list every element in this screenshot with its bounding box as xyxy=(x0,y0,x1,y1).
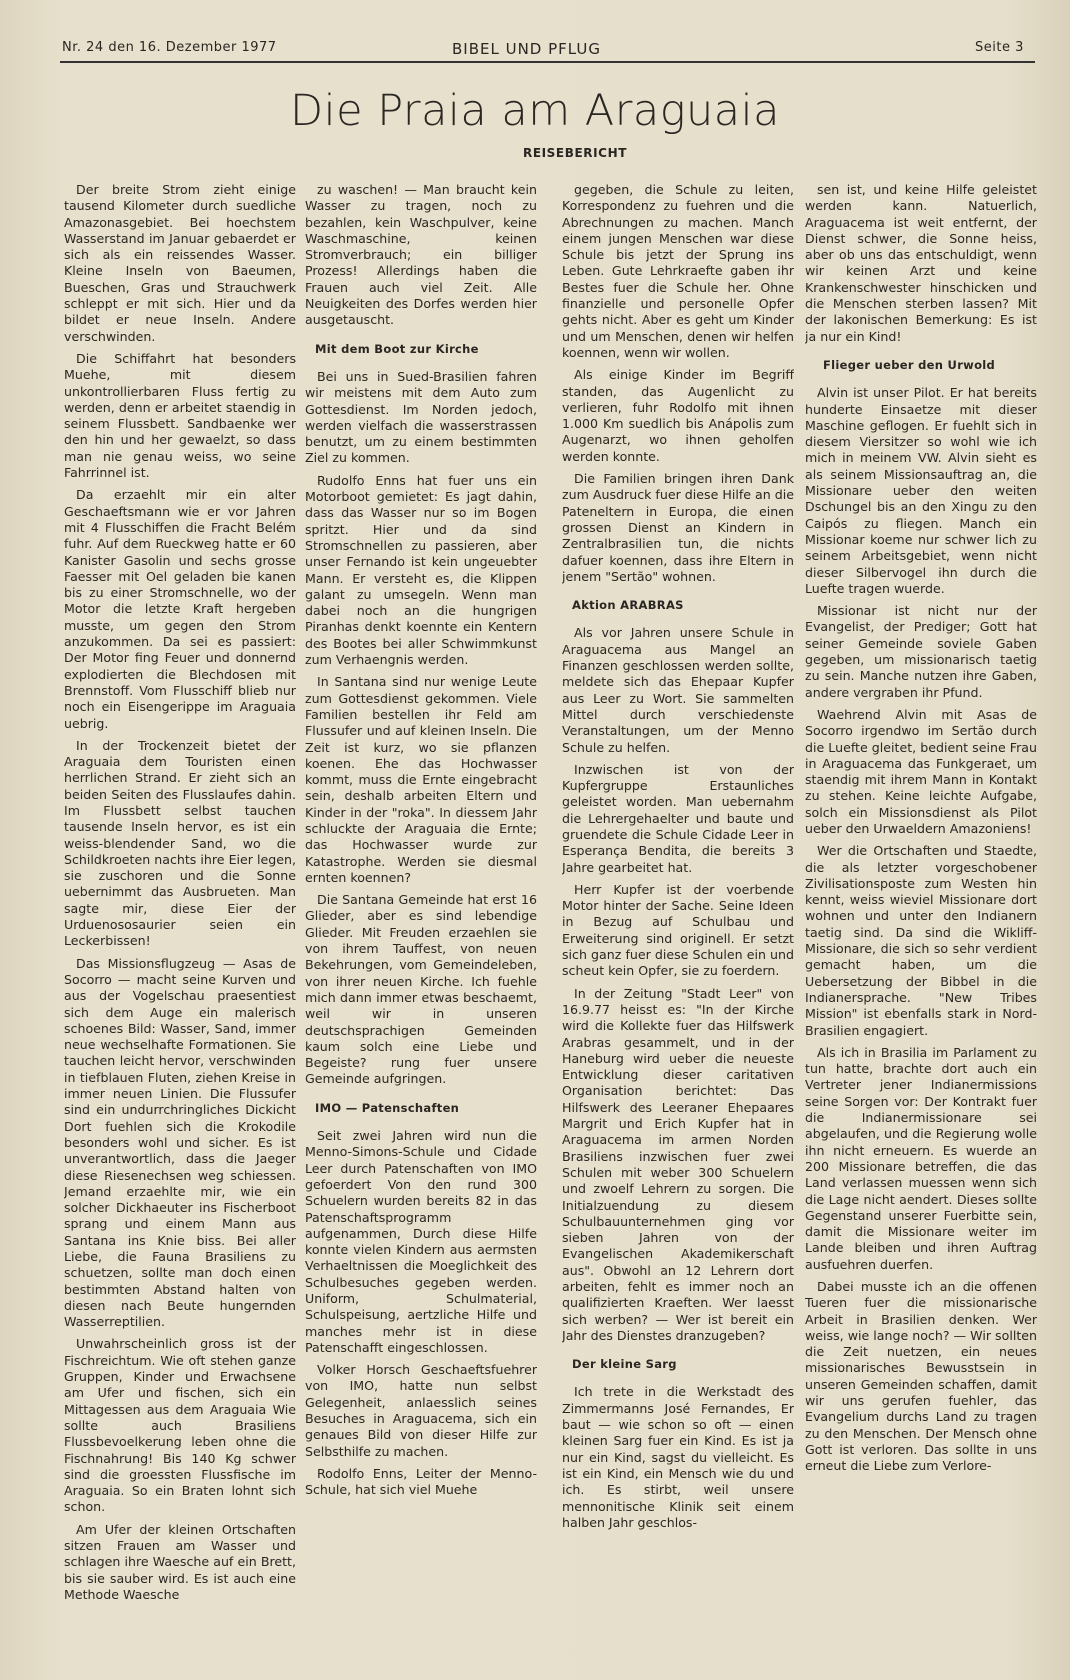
paragraph: sen ist, und keine Hilfe geleistet werden kann. Natuerlich, Araguacema ist weit entfernt, der Dienst schwer, die Sonne heiss, aber ob uns das entschuldigt, wenn wir keinen Arzt und keine Krankenschwester hinschicken und die Menschen sterben lassen? Mit der lakonischen Bemerkung: Es ist ja nur ein Kind! xyxy=(805,182,1037,344)
paragraph: Alvin ist unser Pilot. Er hat bereits hunderte Einsaetze mit dieser Maschine geflogen. Er fuehlt sich in diesem Viersitzer so wohl wie ich mich in meinem VW. Alvin sieht es als seinem Missionsauftrag an, die Missionare ueber den weiten Dschungel bis an den Xingu zu den Caipós zu fliegen. Manch ein Missionar koeme nur schwer lich zu seinem Arbeitsgebiet, wenn nicht dieser Silbervogel ihn durch die Luefte tragen wuerde. xyxy=(805,385,1037,596)
column-2 xyxy=(305,182,537,1662)
paragraph: Die Familien bringen ihren Dank zum Ausdruck fuer diese Hilfe an die Pateneltern in Europa, die einen grossen Dienst an Kindern in Zentralbrasilien tun, die nichts dafuer koennen, dass ihre Eltern in jenem "Sertão" wohnen. xyxy=(562,471,794,584)
paragraph: Als einige Kinder im Begriff standen, das Augenlicht zu verlieren, fuhr Rodolfo mit ihnen 1.000 Km suedlich bis Anápolis zum Augenarzt, wo ihnen geholfen werden konnte. xyxy=(562,367,794,464)
subheading-arabras: Aktion ARABRAS xyxy=(572,598,684,613)
subheading-imo: IMO — Patenschaften xyxy=(315,1100,460,1115)
column-1 xyxy=(64,182,296,1662)
paragraph: Als ich in Brasilia im Parlament zu tun hatte, brachte dort auch ein Vertreter jener Indianermissions seine Sorgen vor: Der Kontrakt fuer die Indianermissionare sei abgelaufen, und die Regierung wolle ihn nicht erneuern. Es wuerde an 200 Missionare betreffen, die das Land verlassen muessen wenn sich die Lage nicht aendert. Dieses sollte Gegenstand unserer Fuerbitte sein, damit die Missionare weiter im Lande bleiben und ihren Auftrag ausfuehren duerfen. xyxy=(805,1044,1037,1272)
subheading-flieger: Flieger ueber den Urwold xyxy=(823,357,996,372)
article-kicker: REISEBERICHT xyxy=(522,146,628,160)
subheading-boot-kirche: Mit dem Boot zur Kirche xyxy=(315,341,479,356)
paragraph: Seit zwei Jahren wird nun die Menno-Simons-Schule und Cidade Leer durch Patenschaften von IMO gefoerdert Von den rund 300 Schuelern wurden bereits 82 in das Patenschaftsprogramm aufgenammen, Durch diese Hilfe konnte vielen Kindern aus aermsten Verhaeltnissen die Moeglichkeit des Schulbesuches gegeben werden. Uniform, Schulmaterial, Schulspeisung, aertzliche Hilfe und manches mehr ist in diese Patenschafft eingeschlossen. xyxy=(305,1128,537,1355)
paragraph: Die Santana Gemeinde hat erst 16 Glieder, aber es sind lebendige Glieder. Mit Freuden erzaehlen sie von ihrem Tauffest, von neuen Bekehrungen, vom Gemeindeleben, von ihrer neuen Kirche. Ich fuehle mich dann immer etwas beschaemt, weil wir in unseren deutschsprachigen Gemeinden kaum solch eine Liebe und Begeiste? rung fuer unsere Gemeinde aufgringen. xyxy=(305,892,537,1087)
paragraph: Waehrend Alvin mit Asas de Socorro irgendwo im Sertão durch die Luefte gleitet, bedient seine Frau in Araguacema das Funkgeraet, um staendig mit ihrem Mann in Kontakt zu stehen. Keine leichte Aufgabe, solch ein Missionsdienst als Pilot ueber den Urwaeldern Amazoniens! xyxy=(805,706,1037,836)
article-title: Die Praia am Araguaia xyxy=(290,86,780,136)
page-number: Seite 3 xyxy=(975,40,1024,55)
paragraph: Ich trete in die Werkstadt des Zimmermanns José Fernandes, Er baut — wie schon so oft — einen kleinen Sarg fuer ein Kind. Es ist ja nur ein Kind, sagst du vielleicht. Es ist ein Kind, ein Mensch wie du und ich. Es stirbt, weil unsere mennonitische Klinik seit einem halben Jahr geschlos- xyxy=(562,1384,794,1530)
subheading-sarg: Der kleine Sarg xyxy=(572,1357,677,1372)
paragraph: Die Schiffahrt hat besonders Muehe, mit diesem unkontrollierbaren Fluss fertig zu werden, denn er arbeitet staendig in seinem Flussbett. Sandbaenke wer den hin und her gewaelzt, so dass man nie genau weiss, wo seine Fahrrinnel ist. xyxy=(64,350,296,481)
paragraph: Als vor Jahren unsere Schule in Araguacema aus Mangel an Finanzen geschlossen werden sollte, meldete sich das Ehepaar Kupfer aus Leer zu Wort. Sie sammelten Mittel durch verschiedenste Veranstaltungen, um der Menno Schule zu helfen. xyxy=(562,625,794,755)
paragraph: In Santana sind nur wenige Leute zum Gottesdienst gekommen. Viele Familien bestellen ihr Feld am Flussufer und auf kleinen Inseln. Die Zeit ist kurz, wo sie pflanzen koenen. Ehe das Hochwasser kommt, muss die Ernte eingebracht sein, deshalb arbeiten Eltern und Kinder in der "roka". In diessem Jahr schluckte der Araguaia die Ernte; das Hochwasser wurde zur Katastrophe. Werden sie diesmal ernten koennen? xyxy=(305,674,537,885)
column-4 xyxy=(805,182,1037,1662)
paragraph: zu waschen! — Man braucht kein Wasser zu tragen, noch zu bezahlen, kein Waschpulver, keine Waschmaschine, keinen Stromverbrauch; ein billiger Prozess! Allerdings haben die Frauen auch viel Zeit. Alle Neuigkeiten des Dorfes werden hier ausgetauscht. xyxy=(305,182,537,328)
paragraph: gegeben, die Schule zu leiten, Korrespondenz zu fuehren und die Abrechnungen zu machen. Manch einem jungen Menschen war diese Schule bis jetzt der Sprung ins Leben. Gute Lehrkraefte gaben ihr Bestes fuer die Schule her. Ohne finanzielle und personelle Opfer gehts nicht. Aber es geht um Kinder und um Menschen, denen wir helfen koennen, wenn wir wollen. xyxy=(562,182,794,360)
paragraph: In der Zeitung "Stadt Leer" von 16.9.77 heisst es: "In der Kirche wird die Kollekte fuer das Hilfswerk Arabras gesammelt, und in der Haneburg wird ueber die neueste Entwicklung dieser caritativen Organisation berichtet: Das Hilfswerk des Leeraner Ehepaares Margrit und Erich Kupfer hat in Araguacema im armen Norden Brasiliens inzwischen fuer zwei Schulen mit weber 300 Schuelern und zwoelf Lehrern zu sorgen. Die Initialzuendung zu diesem Schulbauunternehmen ging vor sieben Jahren von der Evangelischen Akademikerschaft aus". Obwohl an 12 Lehrern dort arbeiten, fehlt es immer noch an qualifizierten Kraeften. Wer laesst sich werben? — Wer ist bereit ein Jahr des Dienstes dranzugeben? xyxy=(562,985,794,1343)
paragraph: Das Missionsflugzeug — Asas de Socorro — macht seine Kurven und aus der Vogelschau praesentiest sich dem Auge ein malerisch schoenes Bild: Wasser, Sand, immer neue wechselhafte Formationen. Sie tauchen leicht hervor, verschwinden in tiefblauen Fluten, ziehen Kreise in immer neuen Linien. Die Flussufer sind ein undurrchringliches Dickicht Dort fuehlen sich die Krokodile besonders wohl und sicher. Es ist unverantwortlich, dass die Jaeger diese Riesenechsen weg schiessen. Jemand erzaehlte mir, wie ein solcher Dickhaeuter ins Fischerboot sprang und einem Mann aus Santana ins Knie biss. Bei aller Liebe, die Fauna Brasiliens zu schuetzen, sollte man doch einen bestimmten Abstand halten von diesen nach Beute hungernden Wasserreptilien. xyxy=(64,955,296,1330)
paragraph: Wer die Ortschaften und Staedte, die als letzter vorgeschobener Zivilisationsposte zum Westen hin kennt, weiss wieviel Missionare dort wohnen und unter den Indianern taetig sind. Da sind die Wikliff-Missionare, die sich so sehr verdient gemacht haben, um die Uebersetzung der Bibbel in die Indianersprache. "New Tribes Mission" ist ebenfalls stark in Nord-Brasilien engagiert. xyxy=(805,843,1037,1038)
header-rule xyxy=(60,61,1035,63)
paragraph: Inzwischen ist von der Kupfergruppe Erstaunliches geleistet worden. Man uebernahm die Lehrergehaelter und baute und gruendete die Schule Cidade Leer in Esperança Bendita, die bereits 3 Jahre gearbeitet hat. xyxy=(562,761,794,875)
paragraph: In der Trockenzeit bietet der Araguaia dem Touristen einen herrlichen Strand. Er zieht sich an beiden Seiten des Flusslaufes dahin. Im Flussbett selbst tauchen tausende Inseln hervor, es ist ein weiss-blendender Sand, wo die Schildkroeten nachts ihre Eier legen, sie zuschoren und die Sonne uebernimmt das Ausbrueten. Man sagte mir, diese Eier der Urduenososaurier seien ein Leckerbissen! xyxy=(64,737,296,949)
paragraph: Volker Horsch Geschaeftsfuehrer von IMO, hatte nun selbst Gelegenheit, anlaesslich seines Besuches in Araguacema, sich ein genaues Bild von dieser Hilfe zur Selbsthilfe zu machen. xyxy=(305,1362,537,1459)
paragraph: Unwahrscheinlich gross ist der Fischreichtum. Wie oft stehen ganze Gruppen, Kinder und Erwachsene am Ufer und fischen, sich ein Mittagessen aus dem Araguaia Wie sollte auch Brasiliens Flussbevoelkerung leben ohne die Fischnahrung! Bis 140 Kg schwer sind die groessten Flussfische im Araguaia. So ein Braten lohnt sich schon. xyxy=(64,1336,296,1515)
column-3 xyxy=(562,182,794,1662)
issue-date: Nr. 24 den 16. Dezember 1977 xyxy=(62,40,277,55)
paragraph: Bei uns in Sued-Brasilien fahren wir meistens mit dem Auto zum Gottesdienst. Im Norden jedoch, werden vielfach die wasserstrassen benutzt, um zu einem bestimmten Ziel zu kommen. xyxy=(305,368,537,466)
paragraph: Herr Kupfer ist der voerbende Motor hinter der Sache. Seine Ideen in Bezug auf Schulbau und Erweiterung sind originell. Er setzt sich ganz fuer diese Schulen ein und scheut kein Opfer, sie zu foerdern. xyxy=(562,881,794,979)
paragraph: Da erzaehlt mir ein alter Geschaeftsmann wie er vor Jahren mit 4 Flusschiffen die Fracht Belém fuhr. Auf dem Rueckweg hatte er 60 Kanister Gasolin und sechs grosse Faesser mit Oel geladen bie kanen bis zu einer Stromschnelle, wo der Motor die letzte Kraft hergeben musste, um gegen den Strom anzukommen. Da sei es passiert: Der Motor fing Feuer und donnernd explodierten die Blechdosen mit Brennstoff. Vom Flusschiff blieb nur noch ein Eisengerippe im Araguaia uebrig. xyxy=(64,487,296,731)
paragraph: Rodolfo Enns, Leiter der Menno-Schule, hat sich viel Muehe xyxy=(305,1465,537,1498)
paragraph: Der breite Strom zieht einige tausend Kilometer durch suedliche Amazonasgebiet. Bei hoechstem Wasserstand im Januar gebaerdet er sich als ein reissendes Wasser. Kleine Inseln von Baeumen, Bueschen, Gras und Strauchwerk schleppt er mit sich. Hier und da bildet er neue Inseln. Andere verschwinden. xyxy=(64,182,296,344)
publication-name: BIBEL UND PFLUG xyxy=(452,40,602,58)
paragraph: Rudolfo Enns hat fuer uns ein Motorboot gemietet: Es jagt dahin, dass das Wasser nur so im Bogen spritzt. Hier und da sind Stromschnellen zu passieren, aber unser Fernando ist kein ungeuebter Mann. Er versteht es, die Klippen galant zu umsegeln. Wenn man dabei noch an die hungrigen Piranhas denkt koennte ein Kentern des Bootes bei aller Schwimmkunst zum Verhaengnis werden. xyxy=(305,472,537,668)
paragraph: Dabei musste ich an die offenen Tueren fuer die missionarische Arbeit in Brasilien denken. Wer weiss, wie lange noch? — Wir sollten die Zeit nuetzen, ein neues missionarisches Bewusstsein in unseren Gemeinden schaffen, damit wir uns gerufen fuehler, das Evangelium durchs Land zu tragen zu den Menschen. Der Mensch ohne Gott ist verloren. Das sollte in uns erneut die Liebe zum Verlore- xyxy=(805,1279,1037,1474)
paragraph: Am Ufer der kleinen Ortschaften sitzen Frauen am Wasser und schlagen ihre Waesche auf ein Brett, bis sie sauber wird. Es ist auch eine Methode Waesche xyxy=(64,1521,296,1602)
paragraph: Missionar ist nicht nur der Evangelist, der Prediger; Gott hat seiner Gemeinde soviele Gaben gegeben, um missionarisch taetig zu sein. Manche nutzen ihre Gaben, andere vergraben ihr Pfund. xyxy=(805,603,1037,700)
